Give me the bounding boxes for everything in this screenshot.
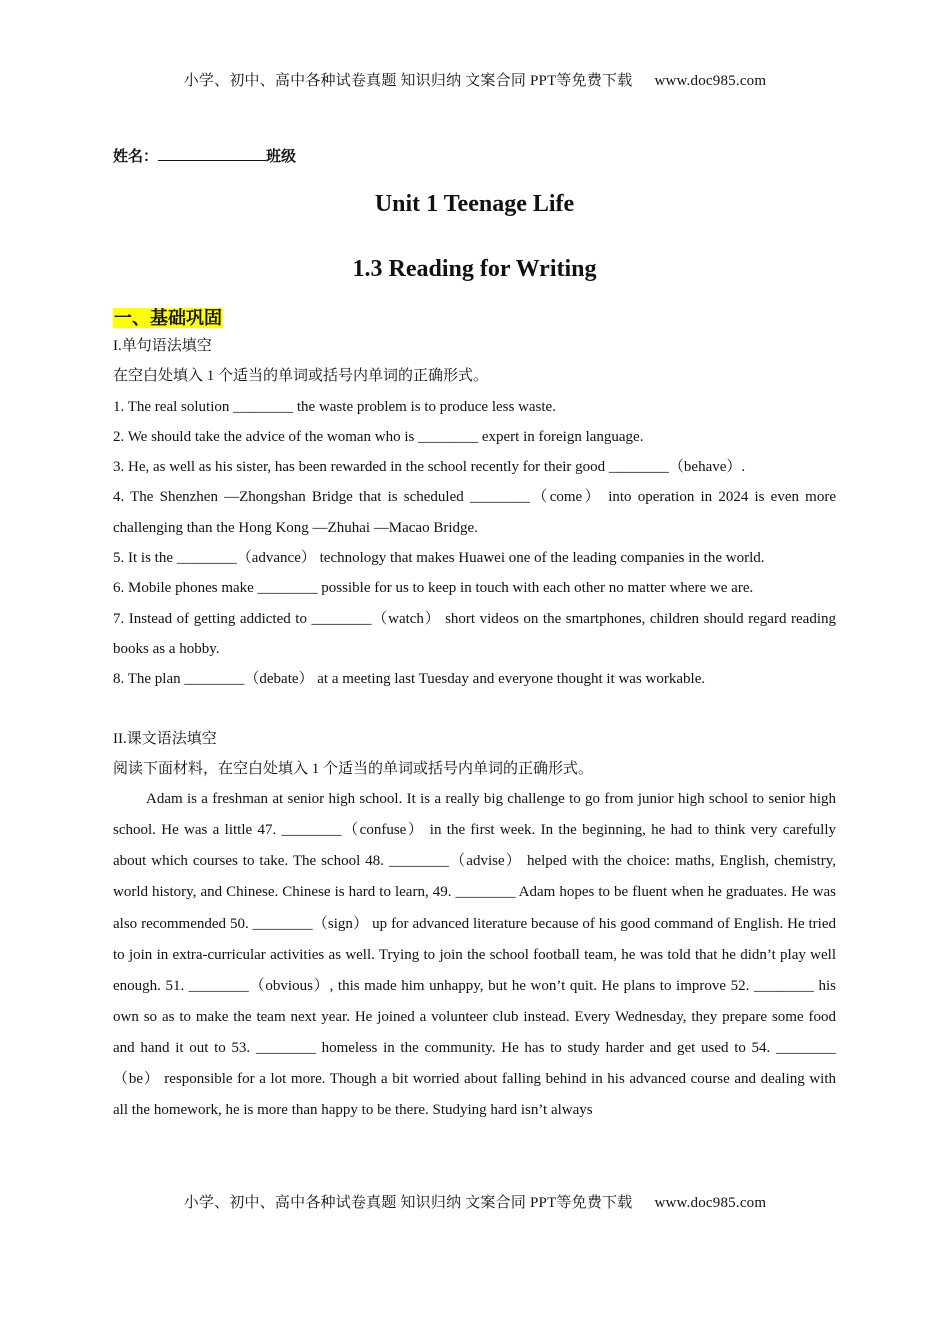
name-blank [158, 146, 266, 161]
header-url[interactable]: www.doc985.com [654, 73, 767, 89]
exercise-item-5: 5. It is the ________（advance） technology that makes Huawei one of the leading companies in the world. [113, 550, 765, 567]
exercise-item-2: 2. We should take the advice of the woman who is ________ expert in foreign language. [113, 428, 644, 445]
class-label: 班级 [266, 149, 297, 165]
section-heading [113, 305, 836, 331]
page-footer [0, 1191, 950, 1212]
name-class-line [113, 145, 836, 169]
name-label: 姓名： [113, 149, 159, 165]
reading-passage: Adam is a freshman at senior high school. It is a really big challenge to go from junior high school to senior high school. He was a little 47. ________（confuse） in the first week. In the beginning, he had to think very carefully about which courses to take. The school 48. ________（advise） helped with the choice: maths, English, chemistry, world history, and Chinese. Chinese is hard to learn, 49. ________ Adam hopes to be fluent when he graduates. He was also recommended 50. ________（sign） up for advanced literature because of his good command of English. He tried to join in extra-curricular activities as well. Trying to join the school football team, he was told that he didn’t play well enough. 51. ________（obvious）, this made him unhappy, but he won’t quit. He plans to improve 52. ________ his own so as to make the team next year. He joined a volunteer club instead. Every Wednesday, they prepare some food and hand it out to 53. ________ homeless in the community. He has to study harder and get used to 54. ________（be） responsible for a lot more. Though a bit worried about falling behind in his advanced course and dealing with all the homework, he is more than happy to be there. Studying hard isn’t always [113, 791, 836, 1119]
exercise-item-7: 7. Instead of getting addicted to ________（watch） short videos on the smartphones, children should regard reading books as a hobby. [113, 610, 836, 657]
exercise-item-4: 4. The Shenzhen —Zhongshan Bridge that is scheduled ________（come） into operation in 2024 is even more challenging than the Hong Kong —Zhuhai —Macao Bridge. [113, 489, 836, 536]
footer-text: 小学、初中、高中各种试卷真题 知识归纳 文案合同 PPT等免费下载 [183, 1195, 633, 1211]
exercise-item-6: 6. Mobile phones make ________ possible for us to keep in touch with each other no matter where we are. [113, 580, 754, 597]
exercise-item-3: 3. He, as well as his sister, has been rewarded in the school recently for their good ________（behave）. [113, 459, 746, 476]
part2-title: II.课文语法填空 [113, 730, 217, 747]
header-text: 小学、初中、高中各种试卷真题 知识归纳 文案合同 PPT等免费下载 [183, 73, 633, 89]
main-content [113, 145, 836, 1126]
part1-title: I.单句语法填空 [113, 338, 212, 354]
exercise-list [113, 392, 836, 695]
lesson-title: 1.3 Reading for Writing [352, 256, 597, 282]
footer-url[interactable]: www.doc985.com [654, 1195, 767, 1211]
exercise-item-8: 8. The plan ________（debate） at a meeting last Tuesday and everyone thought it was workable. [113, 671, 706, 688]
part1-instruction: 在空白处填入 1 个适当的单词或括号内单词的正确形式。 [113, 368, 489, 385]
section-heading-text: 一、基础巩固 [114, 308, 222, 328]
spacer [113, 695, 836, 724]
part2-instruction: 阅读下面材料，在空白处填入 1 个适当的单词或括号内单词的正确形式。 [113, 760, 594, 777]
unit-title: Unit 1 Teenage Life [374, 191, 575, 217]
page-header [0, 69, 950, 90]
exercise-item-1: 1. The real solution ________ the waste problem is to produce less waste. [113, 398, 556, 415]
